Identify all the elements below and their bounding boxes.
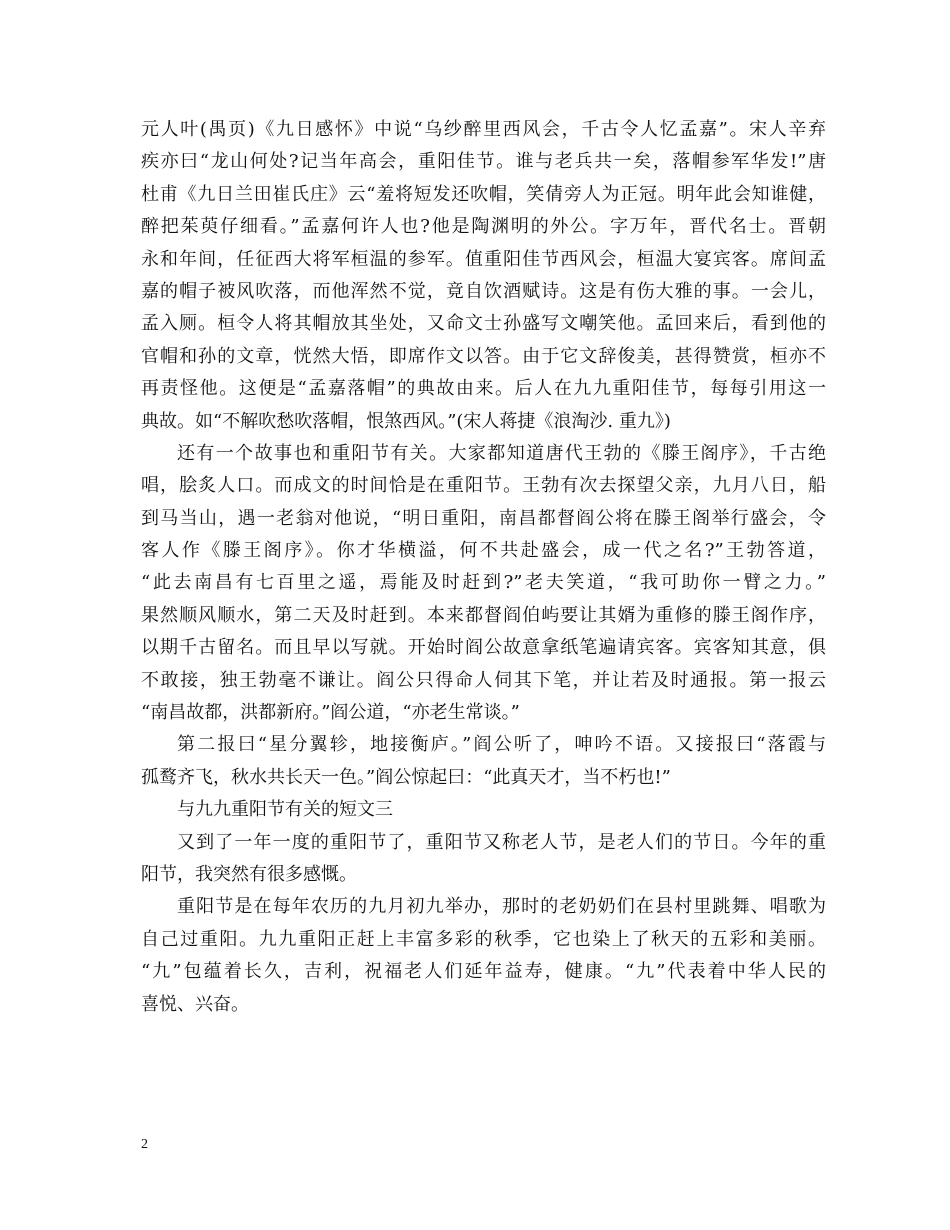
text-line: 又到了一年一度的重阳节了，重阳节又称老人节，是老人们的节日。今年的重 [177, 831, 826, 853]
text-line: 孤鹜齐飞，秋水共长天一色。”阎公惊起曰：“此真天才，当不朽也!” [141, 766, 671, 788]
text-line: 到马当山，遇一老翁对他说，“明日重阳，南昌都督阎公将在滕王阁举行盛会，令 [141, 507, 826, 529]
text-line: 永和年间，任征西大将军桓温的参军。值重阳佳节西风会，桓温大宴宾客。席间孟 [141, 248, 826, 270]
text-line: 客人作《滕王阁序》。你才华横溢，何不共赴盛会，成一代之名?”王勃答道， [141, 540, 826, 562]
text-line: “九”包蕴着长久，吉利，祝福老人们延年益寿，健康。“九”代表着中华人民的 [141, 961, 826, 983]
text-line: 与九九重阳节有关的短文三 [177, 799, 393, 821]
text-line: 自己过重阳。九九重阳正赶上丰富多彩的秋季，它也染上了秋天的五彩和美丽。 [141, 928, 826, 950]
page-number: 2 [141, 1137, 148, 1152]
text-line: 杜甫《九日兰田崔氏庄》云“羞将短发还吹帽，笑倩旁人为正冠。明年此会知谁健， [141, 183, 826, 205]
text-line: 阳节，我突然有很多感慨。 [141, 863, 357, 885]
text-line: 以期千古留名。而且早以写就。开始时阎公故意拿纸笔遍请宾客。宾客知其意，俱 [141, 637, 826, 659]
text-line: “此去南昌有七百里之遥，焉能及时赶到?”老夫笑道，“我可助你一臂之力。” [141, 572, 826, 594]
text-line: 唱，脍炙人口。而成文的时间恰是在重阳节。王勃有次去探望父亲，九月八日，船 [141, 475, 826, 497]
text-line: 果然顺风顺水，第二天及时赶到。本来都督阎伯屿要让其婿为重修的滕王阁作序， [141, 604, 826, 626]
text-line: 典故。如“不解吹愁吹落帽，恨煞西风。”(宋人蒋捷《浪淘沙. 重九》) [141, 410, 671, 432]
text-line: 再责怪他。这便是“孟嘉落帽”的典故由来。后人在九九重阳佳节，每每引用这一 [141, 378, 826, 400]
text-line: 不敢接，独王勃毫不谦让。阎公只得命人伺其下笔，并让若及时通报。第一报云 [141, 669, 826, 691]
text-line: 醉把茱萸仔细看。”孟嘉何许人也?他是陶渊明的外公。字万年，晋代名士。晋朝 [141, 216, 826, 238]
document-body [141, 114, 826, 1021]
text-line: 孟入厕。桓令人将其帽放其坐处，又命文士孙盛写文嘲笑他。孟回来后，看到他的 [141, 313, 826, 335]
text-line: 官帽和孙的文章，恍然大悟，即席作文以答。由于它文辞俊美，甚得赞赏，桓亦不 [141, 345, 826, 367]
text-line: 疾亦曰“龙山何处?记当年高会，重阳佳节。谁与老兵共一矣，落帽参军华发!”唐 [141, 151, 826, 173]
text-line: 重阳节是在每年农历的九月初九举办，那时的老奶奶们在县村里跳舞、唱歌为 [177, 896, 826, 918]
text-line: 喜悦、兴奋。 [141, 993, 249, 1015]
text-line: “南昌故都，洪都新府。”阎公道，“亦老生常谈。” [141, 702, 520, 724]
text-line: 第二报曰“星分翼轸，地接衡庐。”阎公听了，呻吟不语。又接报曰“落霞与 [177, 734, 826, 756]
text-line: 嘉的帽子被风吹落，而他浑然不觉，竟自饮酒赋诗。这是有伤大雅的事。一会儿， [141, 280, 826, 302]
text-line: 元人叶(禺页)《九日感怀》中说“乌纱醉里西风会，千古令人忆孟嘉”。宋人辛弃 [141, 119, 826, 140]
text-line: 还有一个故事也和重阳节有关。大家都知道唐代王勃的《滕王阁序》，千古绝 [177, 442, 826, 464]
